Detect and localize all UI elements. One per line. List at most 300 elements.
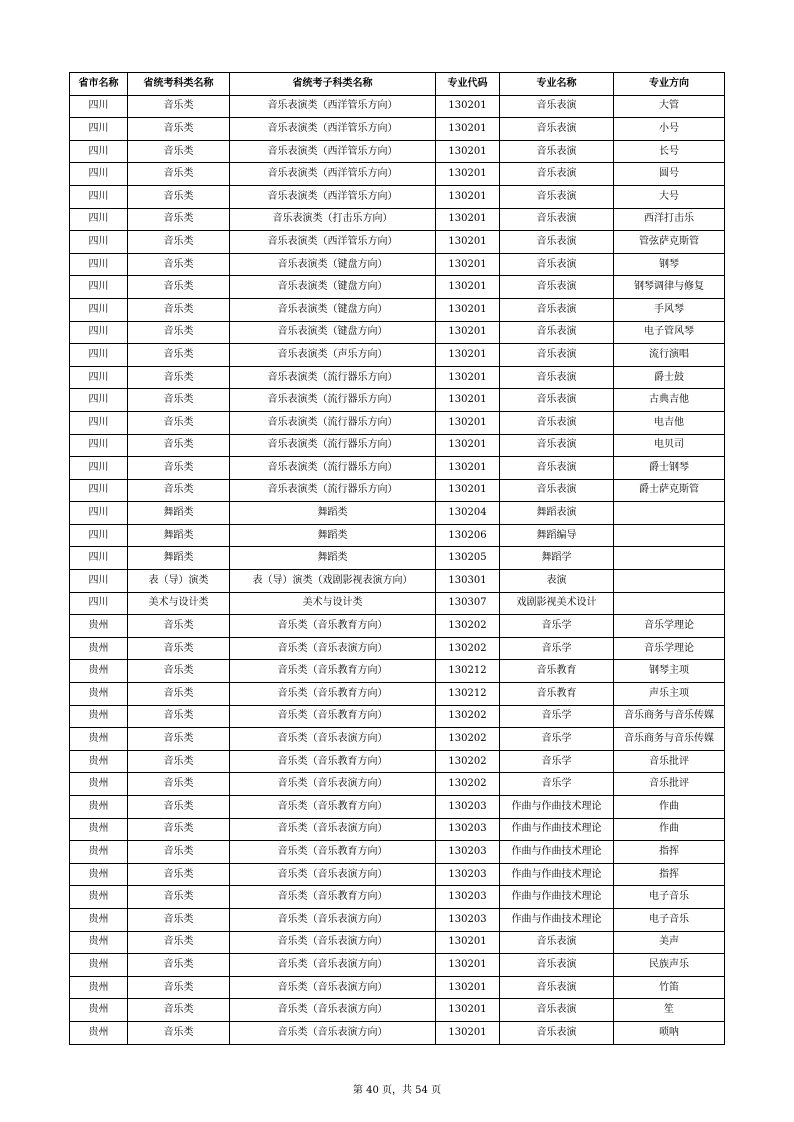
table-row: [70, 615, 725, 638]
major-direction-cell: 电贝司: [614, 434, 725, 457]
table-row: [70, 298, 725, 321]
major-code-cell: 130307: [436, 592, 500, 615]
major-direction-cell: 钢琴调律与修复: [614, 276, 725, 299]
major-name-cell: 音乐表演: [500, 389, 614, 412]
table-row: [70, 276, 725, 299]
province-cell: 贵州: [70, 818, 128, 841]
category-cell: 音乐类: [128, 660, 230, 683]
major-name-cell: 音乐学: [500, 615, 614, 638]
subcategory-cell: 音乐类（音乐表演方向）: [230, 976, 436, 999]
category-cell: 舞蹈类: [128, 547, 230, 570]
major-direction-cell: 笙: [614, 999, 725, 1022]
table-row: [70, 863, 725, 886]
table-row: [70, 683, 725, 706]
major-name-cell: 音乐教育: [500, 683, 614, 706]
province-cell: 四川: [70, 118, 128, 141]
major-code-cell: 130202: [436, 773, 500, 796]
province-cell: 四川: [70, 389, 128, 412]
table-row: [70, 773, 725, 796]
major-code-cell: 130201: [436, 140, 500, 163]
category-cell: 音乐类: [128, 208, 230, 231]
major-code-cell: 130201: [436, 95, 500, 118]
major-direction-cell: [614, 547, 725, 570]
category-cell: 音乐类: [128, 683, 230, 706]
major-code-cell: 130202: [436, 637, 500, 660]
category-cell: 音乐类: [128, 976, 230, 999]
province-cell: 贵州: [70, 660, 128, 683]
category-cell: 音乐类: [128, 908, 230, 931]
subcategory-cell: 音乐类（音乐教育方向）: [230, 683, 436, 706]
subcategory-cell: 音乐类（音乐表演方向）: [230, 931, 436, 954]
table-row: [70, 841, 725, 864]
major-name-cell: 音乐学: [500, 705, 614, 728]
table-body: [70, 95, 725, 1044]
major-name-cell: 音乐学: [500, 750, 614, 773]
major-code-cell: 130201: [436, 457, 500, 480]
province-cell: 四川: [70, 502, 128, 525]
subcategory-cell: 舞蹈类: [230, 524, 436, 547]
subcategory-cell: 音乐表演类（流行器乐方向）: [230, 457, 436, 480]
major-code-cell: 130201: [436, 479, 500, 502]
major-name-cell: 音乐表演: [500, 163, 614, 186]
subcategory-cell: 音乐类（音乐表演方向）: [230, 728, 436, 751]
category-cell: 音乐类: [128, 163, 230, 186]
major-code-cell: 130202: [436, 615, 500, 638]
major-direction-cell: 电子音乐: [614, 908, 725, 931]
province-cell: 四川: [70, 276, 128, 299]
category-cell: 音乐类: [128, 276, 230, 299]
major-code-cell: 130203: [436, 908, 500, 931]
major-code-cell: 130201: [436, 253, 500, 276]
major-name-cell: 作曲与作曲技术理论: [500, 863, 614, 886]
major-code-cell: 130202: [436, 705, 500, 728]
table-row: [70, 999, 725, 1022]
major-direction-cell: [614, 592, 725, 615]
major-name-cell: 音乐学: [500, 637, 614, 660]
major-code-cell: 130206: [436, 524, 500, 547]
major-direction-cell: [614, 524, 725, 547]
header-province: 省市名称: [70, 73, 128, 96]
province-cell: 四川: [70, 185, 128, 208]
category-cell: 表（导）演类: [128, 570, 230, 593]
major-code-cell: 130201: [436, 185, 500, 208]
subcategory-cell: 音乐表演类（键盘方向）: [230, 321, 436, 344]
table-row: [70, 976, 725, 999]
subcategory-cell: 音乐表演类（西洋管乐方向）: [230, 163, 436, 186]
header-major-direction: 专业方向: [614, 73, 725, 96]
major-direction-cell: 美声: [614, 931, 725, 954]
major-direction-cell: 音乐批评: [614, 773, 725, 796]
subcategory-cell: 音乐类（音乐教育方向）: [230, 750, 436, 773]
major-direction-cell: 大号: [614, 185, 725, 208]
province-cell: 贵州: [70, 683, 128, 706]
table-row: [70, 637, 725, 660]
category-cell: 音乐类: [128, 750, 230, 773]
table-row: [70, 163, 725, 186]
province-cell: 四川: [70, 366, 128, 389]
province-cell: 贵州: [70, 863, 128, 886]
category-cell: 音乐类: [128, 818, 230, 841]
major-code-cell: 130201: [436, 389, 500, 412]
category-cell: 舞蹈类: [128, 502, 230, 525]
table-row: [70, 366, 725, 389]
table-row: [70, 502, 725, 525]
major-direction-cell: 圆号: [614, 163, 725, 186]
table-row: [70, 954, 725, 977]
table-row: [70, 321, 725, 344]
major-direction-cell: [614, 570, 725, 593]
header-category: 省统考科类名称: [128, 73, 230, 96]
table-row: [70, 796, 725, 819]
subcategory-cell: 音乐类（音乐表演方向）: [230, 999, 436, 1022]
major-code-cell: 130201: [436, 208, 500, 231]
major-direction-cell: 指挥: [614, 863, 725, 886]
category-cell: 音乐类: [128, 863, 230, 886]
category-cell: 音乐类: [128, 366, 230, 389]
subcategory-cell: 音乐表演类（打击乐方向）: [230, 208, 436, 231]
table-row: [70, 344, 725, 367]
subcategory-cell: 表（导）演类（戏剧影视表演方向）: [230, 570, 436, 593]
major-name-cell: 作曲与作曲技术理论: [500, 908, 614, 931]
major-name-cell: 音乐学: [500, 773, 614, 796]
major-direction-cell: 钢琴主项: [614, 660, 725, 683]
major-name-cell: 音乐表演: [500, 208, 614, 231]
subcategory-cell: 音乐表演类（西洋管乐方向）: [230, 231, 436, 254]
province-cell: 贵州: [70, 773, 128, 796]
major-code-cell: 130203: [436, 818, 500, 841]
province-cell: 四川: [70, 411, 128, 434]
table-row: [70, 908, 725, 931]
major-name-cell: 音乐表演: [500, 253, 614, 276]
major-code-cell: 130203: [436, 863, 500, 886]
major-code-cell: 130201: [436, 276, 500, 299]
major-direction-cell: 电子音乐: [614, 886, 725, 909]
category-cell: 音乐类: [128, 954, 230, 977]
subcategory-cell: 音乐类（音乐表演方向）: [230, 908, 436, 931]
province-cell: 贵州: [70, 931, 128, 954]
subcategory-cell: 音乐类（音乐教育方向）: [230, 796, 436, 819]
major-name-cell: 音乐表演: [500, 298, 614, 321]
province-cell: 四川: [70, 434, 128, 457]
subcategory-cell: 美术与设计类: [230, 592, 436, 615]
major-direction-cell: 民族声乐: [614, 954, 725, 977]
major-direction-cell: 大管: [614, 95, 725, 118]
table-row: [70, 434, 725, 457]
subcategory-cell: 音乐表演类（流行器乐方向）: [230, 479, 436, 502]
subcategory-cell: 舞蹈类: [230, 502, 436, 525]
table-row: [70, 479, 725, 502]
major-name-cell: 作曲与作曲技术理论: [500, 886, 614, 909]
subcategory-cell: 音乐类（音乐教育方向）: [230, 886, 436, 909]
category-cell: 音乐类: [128, 321, 230, 344]
category-cell: 音乐类: [128, 344, 230, 367]
major-direction-cell: 音乐商务与音乐传媒: [614, 728, 725, 751]
major-code-cell: 130201: [436, 1021, 500, 1044]
category-cell: 音乐类: [128, 95, 230, 118]
major-direction-cell: 声乐主项: [614, 683, 725, 706]
province-cell: 四川: [70, 321, 128, 344]
subcategory-cell: 舞蹈类: [230, 547, 436, 570]
major-direction-cell: 音乐批评: [614, 750, 725, 773]
major-name-cell: 音乐表演: [500, 999, 614, 1022]
province-cell: 贵州: [70, 796, 128, 819]
major-code-cell: 130201: [436, 434, 500, 457]
major-code-cell: 130201: [436, 344, 500, 367]
subcategory-cell: 音乐类（音乐表演方向）: [230, 954, 436, 977]
category-cell: 音乐类: [128, 479, 230, 502]
province-cell: 贵州: [70, 705, 128, 728]
province-cell: 四川: [70, 479, 128, 502]
province-cell: 四川: [70, 570, 128, 593]
province-cell: 贵州: [70, 908, 128, 931]
category-cell: 音乐类: [128, 886, 230, 909]
major-code-cell: 130202: [436, 728, 500, 751]
major-direction-cell: 小号: [614, 118, 725, 141]
province-cell: 四川: [70, 95, 128, 118]
province-cell: 贵州: [70, 976, 128, 999]
category-cell: 音乐类: [128, 185, 230, 208]
major-code-cell: 130201: [436, 118, 500, 141]
subcategory-cell: 音乐表演类（键盘方向）: [230, 253, 436, 276]
major-direction-cell: 竹笛: [614, 976, 725, 999]
subcategory-cell: 音乐表演类（西洋管乐方向）: [230, 185, 436, 208]
major-code-cell: 130201: [436, 411, 500, 434]
major-code-cell: 130201: [436, 321, 500, 344]
subcategory-cell: 音乐表演类（西洋管乐方向）: [230, 95, 436, 118]
table-row: [70, 886, 725, 909]
subcategory-cell: 音乐类（音乐教育方向）: [230, 660, 436, 683]
major-name-cell: 音乐表演: [500, 344, 614, 367]
table-row: [70, 728, 725, 751]
major-name-cell: 音乐表演: [500, 931, 614, 954]
major-name-cell: 作曲与作曲技术理论: [500, 841, 614, 864]
province-cell: 四川: [70, 140, 128, 163]
major-name-cell: 音乐表演: [500, 118, 614, 141]
major-code-cell: 130201: [436, 999, 500, 1022]
category-cell: 音乐类: [128, 841, 230, 864]
major-direction-cell: 电吉他: [614, 411, 725, 434]
table-row: [70, 750, 725, 773]
major-name-cell: 作曲与作曲技术理论: [500, 796, 614, 819]
table-row: [70, 118, 725, 141]
province-cell: 四川: [70, 524, 128, 547]
major-name-cell: 音乐表演: [500, 185, 614, 208]
province-cell: 贵州: [70, 750, 128, 773]
major-name-cell: 音乐表演: [500, 276, 614, 299]
major-direction-cell: 古典吉他: [614, 389, 725, 412]
category-cell: 音乐类: [128, 253, 230, 276]
header-subcategory: 省统考子科类名称: [230, 73, 436, 96]
major-direction-cell: 爵士鼓: [614, 366, 725, 389]
major-direction-cell: [614, 502, 725, 525]
table-header-row: [70, 73, 725, 96]
category-cell: 音乐类: [128, 411, 230, 434]
major-name-cell: 戏剧影视美术设计: [500, 592, 614, 615]
category-cell: 音乐类: [128, 615, 230, 638]
major-name-cell: 舞蹈学: [500, 547, 614, 570]
province-cell: 四川: [70, 592, 128, 615]
major-code-cell: 130202: [436, 750, 500, 773]
major-name-cell: 音乐学: [500, 728, 614, 751]
major-name-cell: 音乐教育: [500, 660, 614, 683]
major-direction-cell: 作曲: [614, 818, 725, 841]
major-name-cell: 音乐表演: [500, 434, 614, 457]
category-cell: 音乐类: [128, 773, 230, 796]
category-cell: 音乐类: [128, 140, 230, 163]
province-cell: 四川: [70, 208, 128, 231]
major-direction-cell: 管弦萨克斯管: [614, 231, 725, 254]
province-cell: 贵州: [70, 637, 128, 660]
major-name-cell: 舞蹈表演: [500, 502, 614, 525]
category-cell: 音乐类: [128, 389, 230, 412]
table-row: [70, 592, 725, 615]
table-row: [70, 547, 725, 570]
subcategory-cell: 音乐表演类（流行器乐方向）: [230, 434, 436, 457]
major-name-cell: 音乐表演: [500, 479, 614, 502]
major-name-cell: 音乐表演: [500, 411, 614, 434]
table-row: [70, 570, 725, 593]
major-code-cell: 130201: [436, 231, 500, 254]
province-cell: 四川: [70, 163, 128, 186]
province-cell: 四川: [70, 231, 128, 254]
major-code-cell: 130205: [436, 547, 500, 570]
table-row: [70, 457, 725, 480]
major-code-cell: 130201: [436, 298, 500, 321]
major-name-cell: 作曲与作曲技术理论: [500, 818, 614, 841]
major-name-cell: 舞蹈编导: [500, 524, 614, 547]
category-cell: 音乐类: [128, 637, 230, 660]
subcategory-cell: 音乐类（音乐表演方向）: [230, 1021, 436, 1044]
header-major-name: 专业名称: [500, 73, 614, 96]
subcategory-cell: 音乐表演类（流行器乐方向）: [230, 389, 436, 412]
header-major-code: 专业代码: [436, 73, 500, 96]
major-name-cell: 音乐表演: [500, 976, 614, 999]
category-cell: 音乐类: [128, 1021, 230, 1044]
category-cell: 音乐类: [128, 728, 230, 751]
table-row: [70, 253, 725, 276]
major-direction-cell: 音乐学理论: [614, 637, 725, 660]
province-cell: 贵州: [70, 728, 128, 751]
page-number: 第 40 页，共 54 页: [352, 1085, 442, 1096]
table-row: [70, 524, 725, 547]
major-code-cell: 130201: [436, 954, 500, 977]
category-cell: 美术与设计类: [128, 592, 230, 615]
major-direction-cell: 钢琴: [614, 253, 725, 276]
province-cell: 贵州: [70, 1021, 128, 1044]
table-row: [70, 411, 725, 434]
table-row: [70, 1021, 725, 1044]
major-direction-cell: 流行演唱: [614, 344, 725, 367]
province-cell: 四川: [70, 298, 128, 321]
category-cell: 音乐类: [128, 118, 230, 141]
major-name-cell: 音乐表演: [500, 1021, 614, 1044]
province-cell: 四川: [70, 253, 128, 276]
category-cell: 音乐类: [128, 705, 230, 728]
major-name-cell: 表演: [500, 570, 614, 593]
major-code-cell: 130203: [436, 841, 500, 864]
major-code-cell: 130301: [436, 570, 500, 593]
table-row: [70, 931, 725, 954]
major-direction-cell: 爵士萨克斯管: [614, 479, 725, 502]
major-direction-cell: 音乐商务与音乐传媒: [614, 705, 725, 728]
category-cell: 舞蹈类: [128, 524, 230, 547]
major-code-cell: 130203: [436, 886, 500, 909]
subcategory-cell: 音乐表演类（声乐方向）: [230, 344, 436, 367]
major-name-cell: 音乐表演: [500, 366, 614, 389]
major-name-cell: 音乐表演: [500, 140, 614, 163]
category-cell: 音乐类: [128, 298, 230, 321]
major-direction-cell: 作曲: [614, 796, 725, 819]
major-name-cell: 音乐表演: [500, 231, 614, 254]
province-cell: 贵州: [70, 999, 128, 1022]
province-cell: 贵州: [70, 954, 128, 977]
subcategory-cell: 音乐表演类（西洋管乐方向）: [230, 118, 436, 141]
major-direction-cell: 长号: [614, 140, 725, 163]
table-row: [70, 660, 725, 683]
major-name-cell: 音乐表演: [500, 95, 614, 118]
major-direction-cell: 唢呐: [614, 1021, 725, 1044]
province-cell: 贵州: [70, 841, 128, 864]
subcategory-cell: 音乐表演类（流行器乐方向）: [230, 366, 436, 389]
category-cell: 音乐类: [128, 931, 230, 954]
major-direction-cell: 电子管风琴: [614, 321, 725, 344]
table-row: [70, 208, 725, 231]
table-row: [70, 389, 725, 412]
province-cell: 四川: [70, 344, 128, 367]
province-cell: 四川: [70, 457, 128, 480]
table-row: [70, 705, 725, 728]
category-cell: 音乐类: [128, 457, 230, 480]
major-code-cell: 130201: [436, 931, 500, 954]
major-name-cell: 音乐表演: [500, 457, 614, 480]
major-direction-cell: 手风琴: [614, 298, 725, 321]
major-direction-cell: 西洋打击乐: [614, 208, 725, 231]
province-cell: 贵州: [70, 886, 128, 909]
subcategory-cell: 音乐类（音乐教育方向）: [230, 705, 436, 728]
category-cell: 音乐类: [128, 434, 230, 457]
table-row: [70, 185, 725, 208]
subcategory-cell: 音乐表演类（流行器乐方向）: [230, 411, 436, 434]
major-code-cell: 130212: [436, 660, 500, 683]
major-code-cell: 130203: [436, 796, 500, 819]
major-name-cell: 音乐表演: [500, 954, 614, 977]
subcategory-cell: 音乐类（音乐表演方向）: [230, 863, 436, 886]
major-code-cell: 130212: [436, 683, 500, 706]
major-direction-cell: 指挥: [614, 841, 725, 864]
category-cell: 音乐类: [128, 231, 230, 254]
subcategory-cell: 音乐类（音乐表演方向）: [230, 773, 436, 796]
table-row: [70, 818, 725, 841]
category-cell: 音乐类: [128, 999, 230, 1022]
major-direction-cell: 音乐学理论: [614, 615, 725, 638]
subcategory-cell: 音乐类（音乐教育方向）: [230, 841, 436, 864]
table-row: [70, 231, 725, 254]
major-code-cell: 130204: [436, 502, 500, 525]
table-row: [70, 140, 725, 163]
category-cell: 音乐类: [128, 796, 230, 819]
subcategory-cell: 音乐表演类（西洋管乐方向）: [230, 140, 436, 163]
subcategory-cell: 音乐类（音乐教育方向）: [230, 615, 436, 638]
major-direction-cell: 爵士钢琴: [614, 457, 725, 480]
province-cell: 贵州: [70, 615, 128, 638]
major-name-cell: 音乐表演: [500, 321, 614, 344]
table-row: [70, 95, 725, 118]
major-code-cell: 130201: [436, 976, 500, 999]
major-code-cell: 130201: [436, 366, 500, 389]
subcategory-cell: 音乐类（音乐表演方向）: [230, 637, 436, 660]
subcategory-cell: 音乐类（音乐表演方向）: [230, 818, 436, 841]
province-cell: 四川: [70, 547, 128, 570]
